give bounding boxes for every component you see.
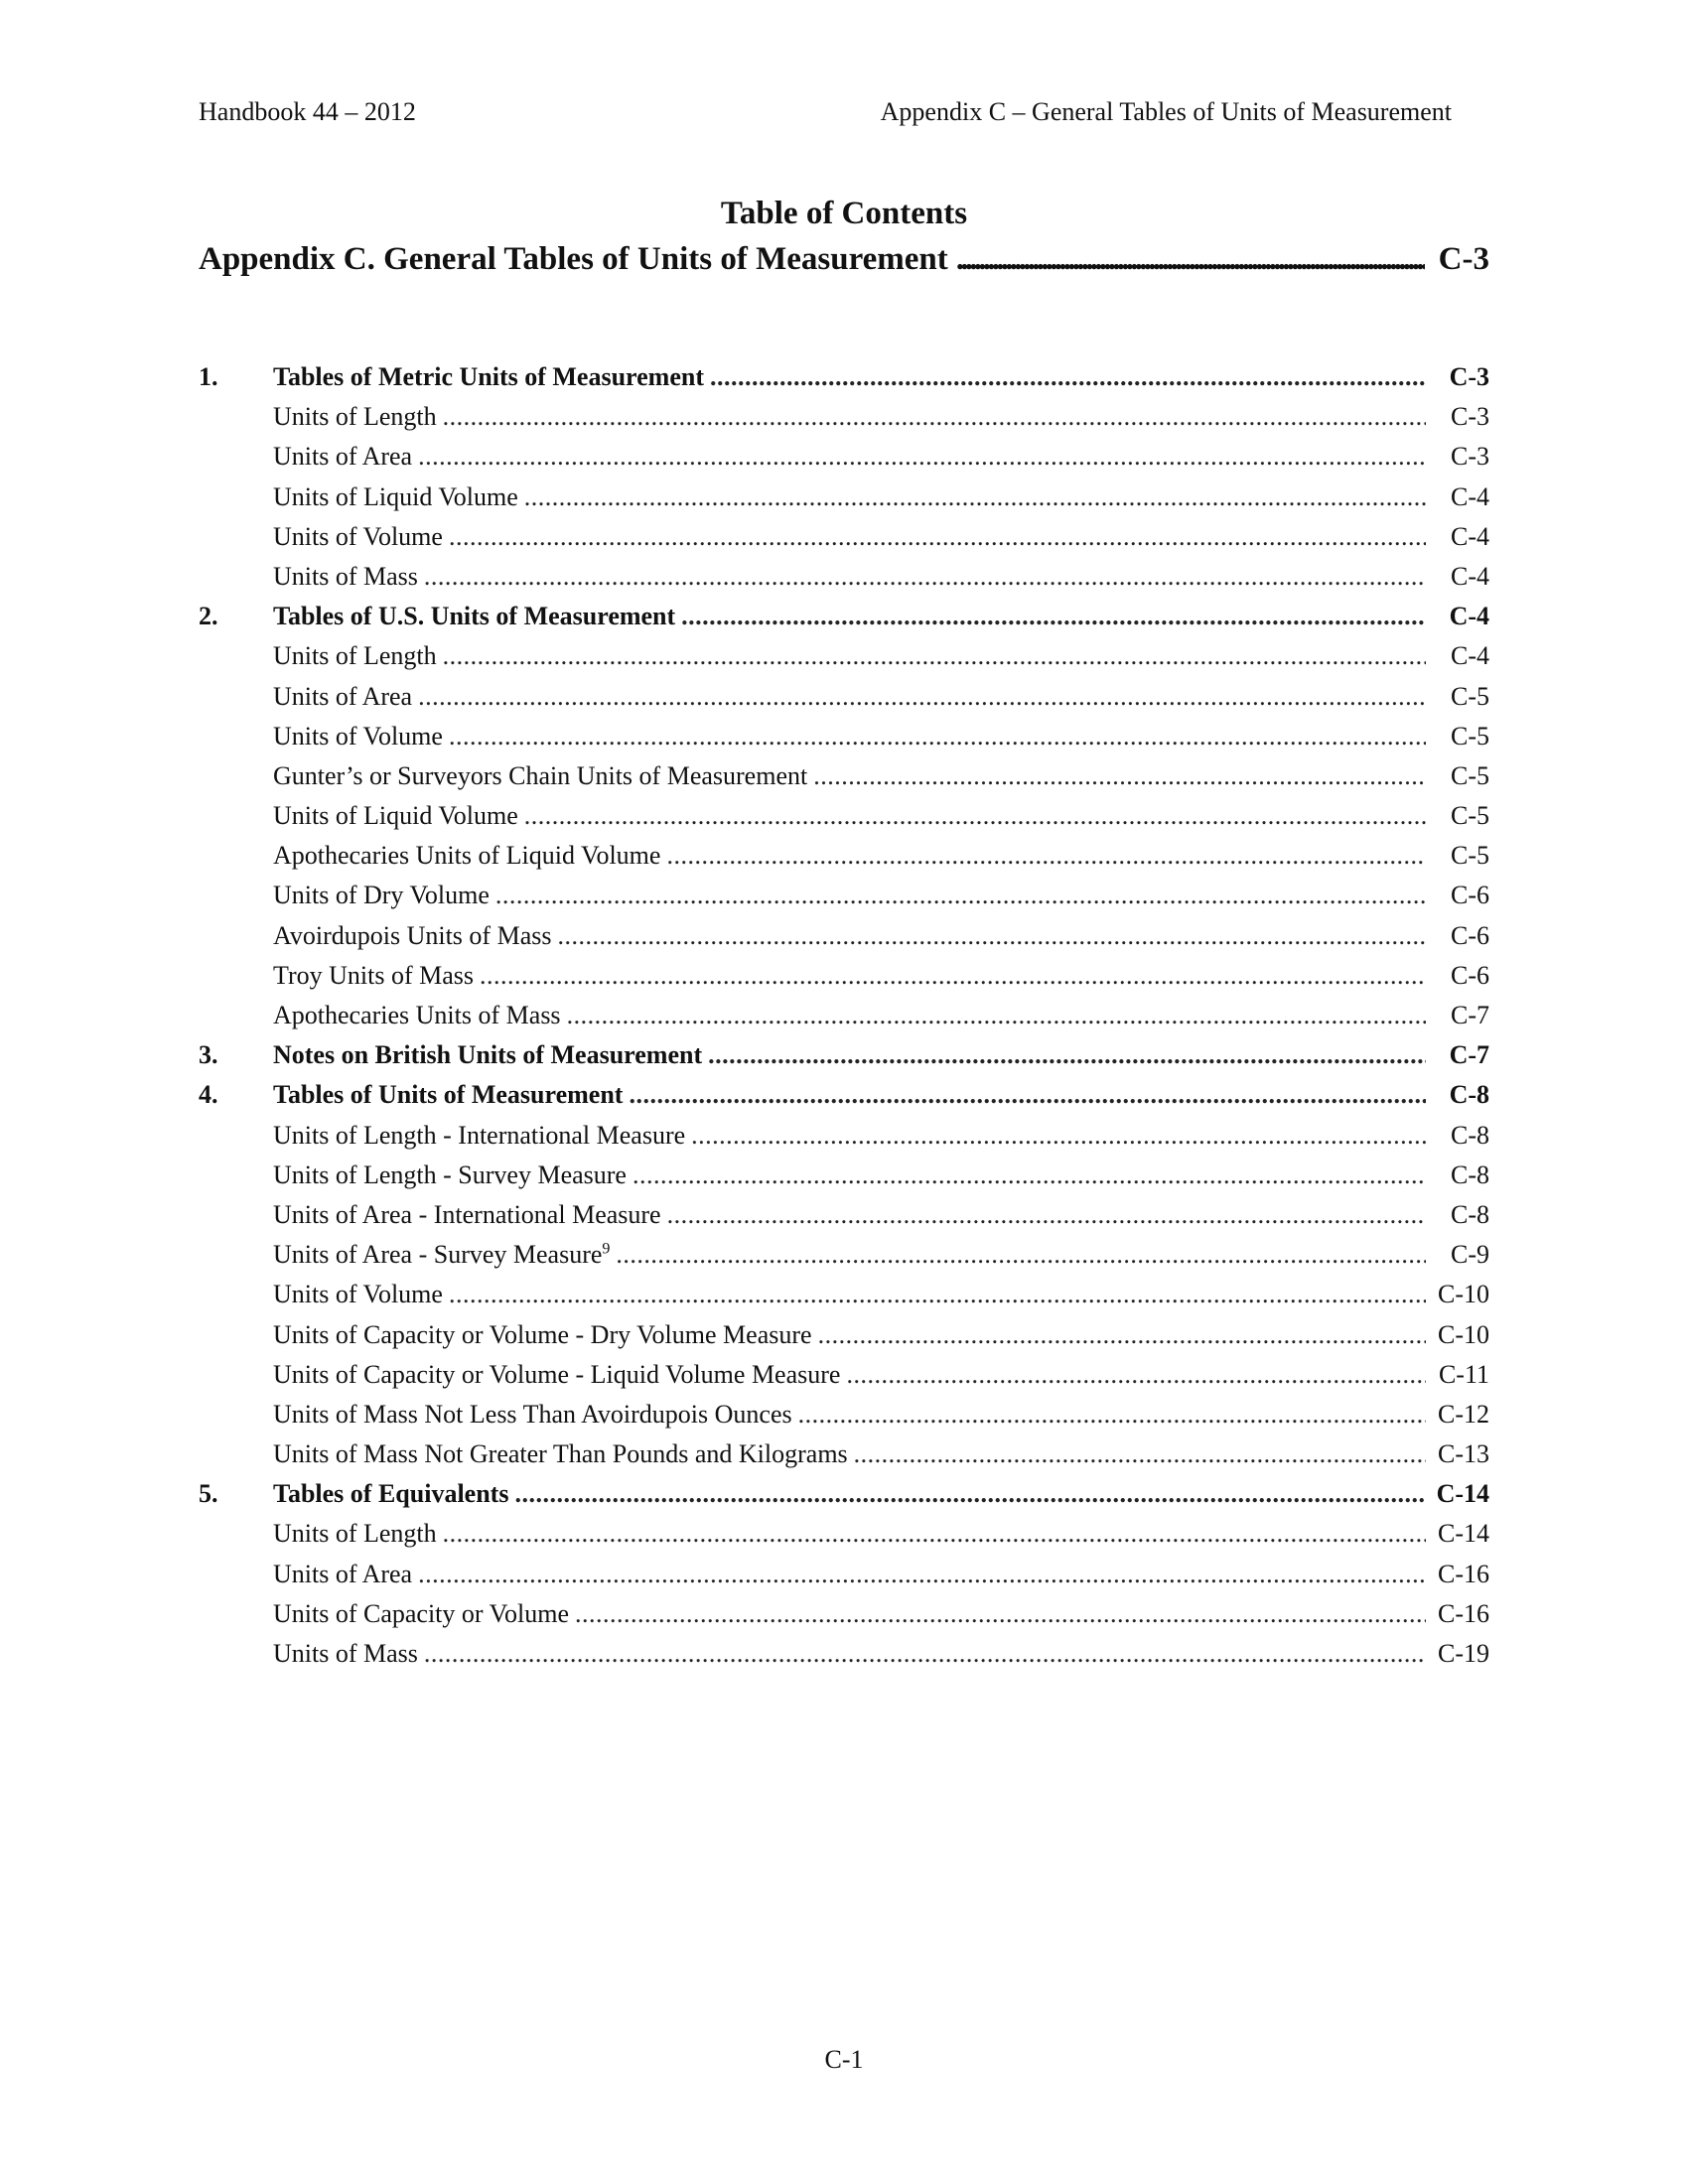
- entry-page: C-3: [1449, 362, 1489, 391]
- dot-leader: [524, 796, 1426, 836]
- dot-leader: [449, 1275, 1426, 1314]
- entry-label: [273, 1195, 661, 1235]
- entry-label: [273, 1116, 685, 1156]
- entry-label-text: Units of Dry Volume: [273, 881, 490, 910]
- toc-subsection-entry[interactable]: [199, 1434, 1489, 1474]
- entry-page: C-16: [1438, 1559, 1489, 1588]
- entry-label-text: Units of Area: [273, 442, 413, 472]
- entry-page: C-8: [1451, 1120, 1489, 1150]
- entry-label-text: Units of Length: [273, 1519, 437, 1549]
- entry-label: [273, 357, 704, 397]
- entry-label: [273, 1035, 702, 1075]
- dot-leader: [480, 956, 1426, 996]
- entry-page: C-19: [1438, 1639, 1489, 1668]
- entry-label: [273, 717, 443, 756]
- toc-section-entry[interactable]: [199, 1474, 1489, 1514]
- entry-label-text: Units of Liquid Volume: [273, 801, 518, 831]
- entry-label: [273, 397, 437, 437]
- toc-subsection-entry[interactable]: [199, 836, 1489, 876]
- entry-label: [273, 796, 518, 836]
- appendix-entry-label: Appendix C. General Tables of Units of Measurement: [199, 241, 948, 277]
- entry-number: 5.: [199, 1479, 218, 1509]
- entry-page: C-5: [1451, 721, 1489, 751]
- entry-label-text: Units of Length: [273, 402, 437, 432]
- entry-label: [273, 1075, 623, 1115]
- entry-page: C-14: [1438, 1519, 1489, 1549]
- entry-label-text: Units of Length - Survey Measure: [273, 1160, 627, 1189]
- appendix-toc-entry[interactable]: [199, 237, 1489, 281]
- entry-label-text: Units of Volume: [273, 721, 443, 751]
- toc-subsection-entry[interactable]: [199, 1275, 1489, 1314]
- toc-entry-list: [199, 357, 1489, 1674]
- entry-label: [273, 636, 437, 676]
- entry-label-text: Apothecaries Units of Mass: [273, 1001, 561, 1029]
- dot-leader: [667, 1195, 1426, 1235]
- entry-label: [273, 1235, 610, 1275]
- entry-number: 3.: [199, 1040, 218, 1070]
- dot-leader: [708, 1035, 1426, 1075]
- entry-label-text: Units of Mass Not Greater Than Pounds and Kilograms: [273, 1439, 848, 1469]
- dot-leader: [557, 916, 1426, 956]
- entry-page: C-9: [1451, 1240, 1489, 1270]
- toc-subsection-entry[interactable]: [199, 717, 1489, 756]
- entry-label-text: Avoirdupois Units of Mass: [273, 920, 552, 950]
- toc-subsection-entry[interactable]: [199, 677, 1489, 717]
- entry-label-text: Tables of Equivalents: [273, 1479, 509, 1509]
- toc-subsection-entry[interactable]: [199, 437, 1489, 477]
- dot-leader: [449, 717, 1426, 756]
- entry-page: C-7: [1451, 1001, 1489, 1029]
- entry-page: C-6: [1451, 960, 1489, 990]
- toc-subsection-entry[interactable]: [199, 1634, 1489, 1674]
- toc-subsection-entry[interactable]: [199, 1514, 1489, 1554]
- entry-page: C-8: [1451, 1199, 1489, 1229]
- entry-page: C-11: [1438, 1359, 1489, 1389]
- entry-label-text: Units of Volume: [273, 521, 443, 551]
- entry-page: C-5: [1451, 801, 1489, 831]
- dot-leader: [495, 876, 1426, 915]
- entry-label: [273, 557, 418, 597]
- entry-page: C-7: [1449, 1040, 1489, 1070]
- entry-label: [273, 1275, 443, 1314]
- entry-label-text: Units of Area - International Measure: [273, 1199, 661, 1229]
- toc-section-entry[interactable]: [199, 597, 1489, 636]
- page-number: C-1: [824, 2045, 864, 2074]
- toc-subsection-entry[interactable]: [199, 397, 1489, 437]
- entry-label-text: Gunter’s or Surveyors Chain Units of Measurement: [273, 760, 808, 790]
- entry-label-text: Units of Area: [273, 1559, 413, 1588]
- dot-leader: [418, 1555, 1426, 1594]
- entry-page: C-10: [1438, 1319, 1489, 1349]
- dot-leader: [681, 597, 1426, 636]
- entry-label-text: Tables of U.S. Units of Measurement: [273, 602, 676, 631]
- toc-section-entry[interactable]: [199, 357, 1489, 397]
- dot-leader: [798, 1395, 1426, 1434]
- dot-leader: [691, 1116, 1426, 1156]
- entry-label: [273, 1156, 627, 1195]
- dot-leader: [956, 237, 1425, 281]
- toc-subsection-entry[interactable]: [199, 1395, 1489, 1434]
- dot-leader: [418, 677, 1426, 717]
- dot-leader: [666, 836, 1426, 876]
- entry-label-text: Tables of Units of Measurement: [273, 1080, 624, 1110]
- entry-label-text: Units of Area: [273, 681, 413, 711]
- entry-label-text: Units of Mass: [273, 1639, 418, 1668]
- dot-leader: [629, 1075, 1426, 1115]
- entry-page: C-12: [1438, 1399, 1489, 1429]
- entry-page: C-4: [1451, 641, 1489, 671]
- running-header-left: Handbook 44 – 2012: [199, 97, 416, 126]
- dot-leader: [854, 1434, 1426, 1474]
- entry-page: C-10: [1438, 1280, 1489, 1309]
- entry-label: [273, 956, 474, 996]
- entry-label-text: Units of Length: [273, 641, 437, 671]
- toc-subsection-entry[interactable]: [199, 636, 1489, 676]
- entry-page: C-8: [1451, 1160, 1489, 1189]
- dot-leader: [418, 437, 1426, 477]
- dot-leader: [616, 1235, 1426, 1275]
- dot-leader: [424, 1634, 1426, 1674]
- toc-subsection-entry[interactable]: [199, 1355, 1489, 1395]
- dot-leader: [818, 1315, 1426, 1355]
- entry-label: [273, 1355, 840, 1395]
- toc-subsection-entry[interactable]: [199, 756, 1489, 796]
- entry-page: C-3: [1451, 402, 1489, 432]
- entry-number: 1.: [199, 362, 218, 391]
- entry-number: 4.: [199, 1080, 218, 1110]
- toc-subsection-entry[interactable]: [199, 1594, 1489, 1634]
- toc-subsection-entry[interactable]: [199, 916, 1489, 956]
- toc-subsection-entry[interactable]: [199, 996, 1489, 1035]
- dot-leader: [710, 357, 1426, 397]
- entry-page: C-5: [1451, 841, 1489, 871]
- appendix-entry-page: C-3: [1438, 241, 1489, 277]
- entry-page: C-4: [1451, 481, 1489, 511]
- footnote-marker: 9: [602, 1240, 611, 1258]
- entry-label-text: Units of Capacity or Volume: [273, 1598, 570, 1628]
- entry-label: [273, 916, 551, 956]
- toc-subsection-entry[interactable]: [199, 1555, 1489, 1594]
- entry-page: C-6: [1451, 881, 1489, 910]
- toc-subsection-entry[interactable]: [199, 876, 1489, 915]
- entry-label: [273, 1634, 418, 1674]
- toc-subsection-entry[interactable]: [199, 1195, 1489, 1235]
- entry-page: C-6: [1451, 920, 1489, 950]
- entry-label: [273, 597, 675, 636]
- dot-leader: [443, 1514, 1426, 1554]
- toc-subsection-entry[interactable]: [199, 1235, 1489, 1275]
- entry-label-text: Notes on British Units of Measurement: [273, 1040, 703, 1070]
- entry-label: [273, 1434, 848, 1474]
- dot-leader: [813, 756, 1426, 796]
- entry-page: C-3: [1451, 442, 1489, 472]
- entry-page: C-4: [1451, 521, 1489, 551]
- entry-label: [273, 876, 490, 915]
- entry-label-text: Units of Volume: [273, 1280, 443, 1309]
- entry-page: C-16: [1438, 1598, 1489, 1628]
- toc-subsection-entry[interactable]: [199, 1315, 1489, 1355]
- toc-title: Table of Contents: [720, 196, 968, 231]
- entry-label: [273, 478, 518, 517]
- dot-leader: [575, 1594, 1426, 1634]
- toc-subsection-entry[interactable]: [199, 557, 1489, 597]
- entry-page: C-5: [1451, 681, 1489, 711]
- entry-label-text: Apothecaries Units of Liquid Volume: [273, 841, 661, 871]
- entry-label: [273, 1594, 569, 1634]
- entry-page: C-4: [1451, 561, 1489, 591]
- entry-page: C-4: [1449, 602, 1489, 631]
- entry-label: [273, 1315, 812, 1355]
- toc-subsection-entry[interactable]: [199, 478, 1489, 517]
- entry-label: [273, 1514, 437, 1554]
- entry-label: [273, 1474, 508, 1514]
- running-header-right: Appendix C – General Tables of Units of Measurement: [880, 97, 1452, 126]
- entry-label: [273, 756, 807, 796]
- entry-label-text: Troy Units of Mass: [273, 960, 475, 990]
- entry-page: C-14: [1436, 1479, 1489, 1509]
- toc-section-entry[interactable]: [199, 1075, 1489, 1115]
- entry-label: [273, 1395, 792, 1434]
- entry-label-text: Tables of Metric Units of Measurement: [273, 362, 704, 391]
- entry-label-text: Units of Length - International Measure: [273, 1120, 686, 1150]
- entry-label: [273, 677, 412, 717]
- toc-subsection-entry[interactable]: [199, 956, 1489, 996]
- toc-subsection-entry[interactable]: [199, 517, 1489, 557]
- dot-leader: [424, 557, 1426, 597]
- dot-leader: [449, 517, 1426, 557]
- dot-leader: [524, 478, 1426, 517]
- entry-label-text: Units of Capacity or Volume - Liquid Volume Measure: [273, 1359, 841, 1389]
- entry-page: C-8: [1449, 1080, 1489, 1110]
- dot-leader: [567, 996, 1426, 1035]
- dot-leader: [443, 397, 1426, 437]
- entry-label-text: Units of Mass: [273, 561, 418, 591]
- entry-label: [273, 996, 561, 1035]
- entry-page: C-13: [1438, 1439, 1489, 1469]
- toc-subsection-entry[interactable]: [199, 796, 1489, 836]
- entry-label: [273, 437, 412, 477]
- dot-leader: [514, 1474, 1426, 1514]
- toc-section-entry[interactable]: [199, 1035, 1489, 1075]
- entry-label-text: Units of Liquid Volume: [273, 481, 518, 511]
- entry-number: 2.: [199, 602, 218, 631]
- entry-label-text: Units of Capacity or Volume - Dry Volume Measure: [273, 1319, 812, 1349]
- entry-page: C-5: [1451, 760, 1489, 790]
- entry-label-text: Units of Mass Not Less Than Avoirdupois Ounces: [273, 1399, 792, 1429]
- dot-leader: [846, 1355, 1426, 1395]
- entry-label: [273, 1555, 412, 1594]
- toc-subsection-entry[interactable]: [199, 1156, 1489, 1195]
- dot-leader: [443, 636, 1426, 676]
- dot-leader: [633, 1156, 1426, 1195]
- entry-label: [273, 836, 660, 876]
- toc-subsection-entry[interactable]: [199, 1116, 1489, 1156]
- entry-label-text: Units of Area - Survey Measure: [273, 1240, 603, 1270]
- entry-label: [273, 517, 443, 557]
